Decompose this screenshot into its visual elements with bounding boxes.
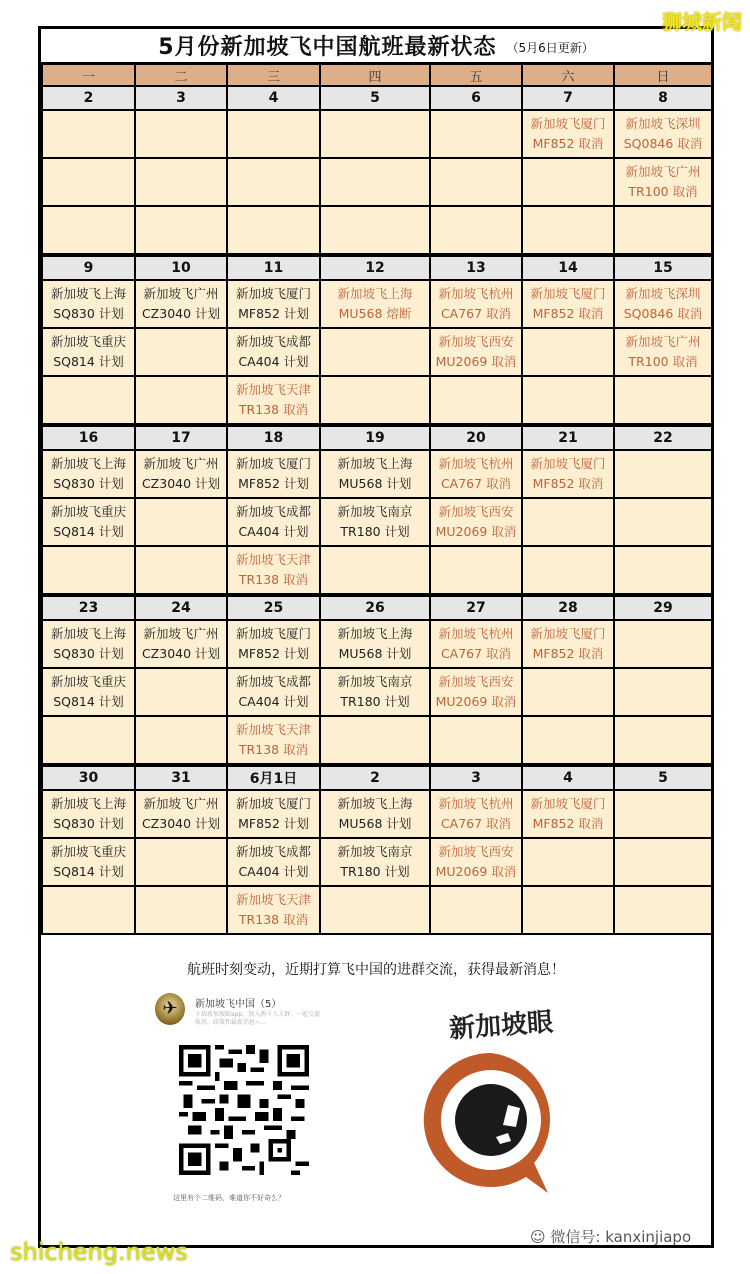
date-cell: 3 bbox=[430, 765, 522, 790]
date-row bbox=[42, 425, 712, 450]
flight-route: 新加坡飞上海 bbox=[337, 626, 413, 641]
date-cell: 7 bbox=[522, 86, 614, 110]
flight-cell bbox=[320, 158, 430, 206]
date-cell: 21 bbox=[522, 425, 614, 450]
date-cell: 19 bbox=[320, 425, 430, 450]
flight-cell bbox=[522, 716, 614, 765]
flight-status: MF852 取消 bbox=[532, 306, 604, 321]
join-group-message: 航班时刻变动，近期打算飞中国的进群交流，获得最新消息！ bbox=[187, 962, 565, 978]
flight-cell bbox=[135, 668, 227, 716]
watermark-shicheng-cn: 狮城新闻 bbox=[662, 10, 742, 34]
date-cell: 5 bbox=[614, 765, 712, 790]
flight-cell bbox=[320, 280, 430, 328]
flight-route: 新加坡飞厦门 bbox=[235, 456, 311, 471]
date-cell: 5 bbox=[320, 86, 430, 110]
flight-status: CA404 计划 bbox=[238, 354, 309, 369]
flight-status: MF852 计划 bbox=[238, 476, 309, 491]
flight-cell bbox=[135, 716, 227, 765]
flight-cell bbox=[227, 376, 320, 425]
flight-cell bbox=[320, 668, 430, 716]
flight-status: MU2069 取消 bbox=[435, 524, 517, 539]
date-cell: 24 bbox=[135, 595, 227, 620]
flight-route: 新加坡飞南京 bbox=[337, 674, 413, 689]
flight-cell bbox=[430, 716, 522, 765]
flight-cell bbox=[522, 450, 614, 498]
flight-cell bbox=[430, 790, 522, 838]
flight-cell bbox=[522, 280, 614, 328]
date-cell: 9 bbox=[42, 255, 135, 280]
flight-cell bbox=[430, 620, 522, 668]
flight-status: MU568 计划 bbox=[338, 476, 412, 491]
wechat-id-text: 微信号: kanxinjiapo bbox=[550, 1228, 692, 1246]
flight-cell bbox=[522, 158, 614, 206]
flight-cell bbox=[614, 546, 712, 595]
flight-status: TR100 取消 bbox=[628, 184, 698, 199]
flight-cell bbox=[614, 790, 712, 838]
flight-cell bbox=[430, 886, 522, 934]
flight-cell bbox=[320, 790, 430, 838]
flight-status: CZ3040 计划 bbox=[141, 816, 221, 831]
flight-row bbox=[42, 110, 712, 158]
flight-status: TR100 取消 bbox=[628, 354, 698, 369]
flight-route: 新加坡飞上海 bbox=[337, 286, 413, 301]
date-cell: 15 bbox=[614, 255, 712, 280]
flight-cell bbox=[135, 280, 227, 328]
flight-row bbox=[42, 838, 712, 886]
flight-route: 新加坡飞上海 bbox=[50, 456, 126, 471]
flight-route: 新加坡飞广州 bbox=[143, 796, 219, 811]
flight-cell bbox=[614, 498, 712, 546]
flight-cell bbox=[227, 546, 320, 595]
flight-route: 新加坡飞厦门 bbox=[235, 626, 311, 641]
date-cell: 30 bbox=[42, 765, 135, 790]
title-main: 5月份新加坡飞中国航班最新状态 bbox=[158, 35, 497, 60]
flight-status: SQ830 计划 bbox=[53, 646, 124, 661]
flight-status: TR138 取消 bbox=[238, 912, 309, 927]
flight-row bbox=[42, 668, 712, 716]
flight-status: SQ830 计划 bbox=[53, 306, 124, 321]
wechat-id bbox=[530, 1226, 691, 1247]
flight-status: SQ0846 取消 bbox=[623, 306, 703, 321]
title-updated: （5月6日更新） bbox=[506, 41, 594, 55]
flight-route: 新加坡飞上海 bbox=[50, 626, 126, 641]
flight-cell bbox=[135, 328, 227, 376]
date-cell: 26 bbox=[320, 595, 430, 620]
airplane-icon: ✈ bbox=[162, 998, 178, 1019]
flight-cell bbox=[135, 110, 227, 158]
flight-route: 新加坡飞广州 bbox=[143, 626, 219, 641]
flight-cell bbox=[614, 668, 712, 716]
flight-cell bbox=[522, 546, 614, 595]
logo-text: 新加坡眼 bbox=[448, 1007, 555, 1045]
weekday-header: 三 bbox=[227, 65, 320, 86]
flight-cell bbox=[320, 328, 430, 376]
flight-status: TR138 取消 bbox=[238, 402, 309, 417]
flight-route: 新加坡飞西安 bbox=[438, 674, 514, 689]
flight-cell bbox=[522, 328, 614, 376]
flight-cell bbox=[135, 546, 227, 595]
flight-route: 新加坡飞成都 bbox=[235, 504, 311, 519]
flight-route: 新加坡飞广州 bbox=[143, 286, 219, 301]
flight-cell bbox=[320, 838, 430, 886]
eye-logo-icon bbox=[416, 1045, 566, 1195]
flight-route: 新加坡飞厦门 bbox=[530, 286, 606, 301]
flight-route: 新加坡飞厦门 bbox=[530, 796, 606, 811]
flight-cell bbox=[42, 790, 135, 838]
flight-cell bbox=[227, 886, 320, 934]
flight-cell bbox=[135, 838, 227, 886]
flight-status: MU568 计划 bbox=[338, 816, 412, 831]
flight-cell bbox=[430, 546, 522, 595]
date-cell: 6 bbox=[430, 86, 522, 110]
flight-route: 新加坡飞厦门 bbox=[235, 796, 311, 811]
flight-row bbox=[42, 280, 712, 328]
flight-status: MF852 取消 bbox=[532, 646, 604, 661]
flight-route: 新加坡飞广州 bbox=[143, 456, 219, 471]
flight-status: CA404 计划 bbox=[238, 864, 309, 879]
flight-cell bbox=[614, 886, 712, 934]
flight-row bbox=[42, 498, 712, 546]
flight-route: 新加坡飞杭州 bbox=[438, 796, 514, 811]
flight-status: MF852 取消 bbox=[532, 816, 604, 831]
flight-status: MF852 取消 bbox=[532, 136, 604, 151]
date-cell: 8 bbox=[614, 86, 712, 110]
calendar-grid bbox=[41, 65, 711, 935]
flight-cell bbox=[320, 206, 430, 255]
flight-status: CZ3040 计划 bbox=[141, 476, 221, 491]
date-cell: 2 bbox=[320, 765, 430, 790]
flight-cell bbox=[135, 790, 227, 838]
flight-cell bbox=[430, 110, 522, 158]
footer-section bbox=[41, 953, 711, 1245]
flight-cell bbox=[320, 886, 430, 934]
flight-route: 新加坡飞杭州 bbox=[438, 456, 514, 471]
flight-cell bbox=[320, 620, 430, 668]
date-cell: 14 bbox=[522, 255, 614, 280]
flight-cell bbox=[42, 280, 135, 328]
date-row bbox=[42, 595, 712, 620]
flight-cell bbox=[135, 376, 227, 425]
flight-status: CA404 计划 bbox=[238, 694, 309, 709]
flight-status: MU2069 取消 bbox=[435, 354, 517, 369]
flight-cell bbox=[522, 838, 614, 886]
flight-row bbox=[42, 546, 712, 595]
wechat-icon: ☺ bbox=[530, 1228, 551, 1246]
flight-cell bbox=[614, 280, 712, 328]
weekday-header: 二 bbox=[135, 65, 227, 86]
flight-cell bbox=[522, 620, 614, 668]
flight-status: SQ0846 取消 bbox=[623, 136, 703, 151]
date-cell: 4 bbox=[227, 86, 320, 110]
flight-row bbox=[42, 158, 712, 206]
flight-route: 新加坡飞西安 bbox=[438, 844, 514, 859]
flight-cell bbox=[42, 376, 135, 425]
flight-cell bbox=[522, 668, 614, 716]
flight-row bbox=[42, 790, 712, 838]
flight-status: TR180 计划 bbox=[340, 864, 410, 879]
flight-status: SQ814 计划 bbox=[53, 524, 124, 539]
flight-cell bbox=[42, 158, 135, 206]
date-row bbox=[42, 86, 712, 110]
date-cell: 22 bbox=[614, 425, 712, 450]
flight-row bbox=[42, 450, 712, 498]
flight-cell bbox=[522, 110, 614, 158]
date-cell: 23 bbox=[42, 595, 135, 620]
flight-cell bbox=[227, 838, 320, 886]
flight-route: 新加坡飞南京 bbox=[337, 504, 413, 519]
flight-cell bbox=[522, 376, 614, 425]
flight-cell bbox=[320, 376, 430, 425]
watermark-shicheng-news: shicheng.news bbox=[10, 1238, 188, 1266]
flight-cell bbox=[430, 838, 522, 886]
flight-status: SQ814 计划 bbox=[53, 864, 124, 879]
date-cell: 31 bbox=[135, 765, 227, 790]
flight-route: 新加坡飞天津 bbox=[235, 722, 311, 737]
flight-status: CA767 取消 bbox=[440, 306, 512, 321]
weekday-header: 一 bbox=[42, 65, 135, 86]
weekday-header-row bbox=[42, 65, 712, 86]
flight-route: 新加坡飞天津 bbox=[235, 382, 311, 397]
flight-status: SQ814 计划 bbox=[53, 694, 124, 709]
date-cell: 12 bbox=[320, 255, 430, 280]
flight-status: SQ814 计划 bbox=[53, 354, 124, 369]
flight-route: 新加坡飞重庆 bbox=[50, 844, 126, 859]
page-title bbox=[41, 29, 711, 65]
flight-cell bbox=[522, 790, 614, 838]
flight-cell bbox=[430, 376, 522, 425]
flight-cell bbox=[614, 620, 712, 668]
date-cell: 11 bbox=[227, 255, 320, 280]
flight-route: 新加坡飞广州 bbox=[625, 334, 701, 349]
flight-status: SQ830 计划 bbox=[53, 816, 124, 831]
schedule-poster bbox=[38, 26, 714, 1248]
qr-code[interactable] bbox=[173, 1045, 315, 1175]
calendar-table bbox=[41, 65, 713, 935]
flight-cell bbox=[227, 206, 320, 255]
flight-route: 新加坡飞重庆 bbox=[50, 674, 126, 689]
flight-status: MF852 计划 bbox=[238, 816, 309, 831]
flight-cell bbox=[614, 838, 712, 886]
flight-cell bbox=[42, 716, 135, 765]
weekday-header: 四 bbox=[320, 65, 430, 86]
flight-route: 新加坡飞深圳 bbox=[625, 286, 701, 301]
flight-route: 新加坡飞重庆 bbox=[50, 504, 126, 519]
flight-route: 新加坡飞上海 bbox=[50, 286, 126, 301]
flight-cell bbox=[42, 450, 135, 498]
flight-cell bbox=[430, 450, 522, 498]
flight-route: 新加坡飞南京 bbox=[337, 844, 413, 859]
flight-status: TR180 计划 bbox=[340, 694, 410, 709]
weekday-header: 五 bbox=[430, 65, 522, 86]
flight-route: 新加坡飞厦门 bbox=[530, 116, 606, 131]
flight-cell bbox=[430, 280, 522, 328]
flight-status: TR180 计划 bbox=[340, 524, 410, 539]
flight-cell bbox=[227, 716, 320, 765]
flight-route: 新加坡飞广州 bbox=[625, 164, 701, 179]
flight-cell bbox=[320, 546, 430, 595]
flight-route: 新加坡飞杭州 bbox=[438, 286, 514, 301]
flight-cell bbox=[430, 206, 522, 255]
flight-cell bbox=[614, 206, 712, 255]
flight-cell bbox=[227, 328, 320, 376]
qr-caption: 这里有个二维码，难道你不好奇么？ bbox=[173, 1194, 285, 1202]
flight-cell bbox=[430, 498, 522, 546]
flight-row bbox=[42, 206, 712, 255]
flight-route: 新加坡飞上海 bbox=[50, 796, 126, 811]
flight-cell bbox=[227, 498, 320, 546]
flight-route: 新加坡飞西安 bbox=[438, 334, 514, 349]
flight-cell bbox=[320, 450, 430, 498]
flight-cell bbox=[42, 546, 135, 595]
flight-route: 新加坡飞厦门 bbox=[235, 286, 311, 301]
date-cell: 6月1日 bbox=[227, 765, 320, 790]
flight-route: 新加坡飞成都 bbox=[235, 334, 311, 349]
date-cell: 25 bbox=[227, 595, 320, 620]
date-cell: 4 bbox=[522, 765, 614, 790]
flight-cell bbox=[227, 450, 320, 498]
flight-cell bbox=[614, 716, 712, 765]
flight-cell bbox=[614, 376, 712, 425]
flight-cell bbox=[42, 668, 135, 716]
flight-cell bbox=[320, 716, 430, 765]
flight-cell bbox=[135, 450, 227, 498]
flight-cell bbox=[227, 280, 320, 328]
flight-status: CA404 计划 bbox=[238, 524, 309, 539]
flight-cell bbox=[135, 886, 227, 934]
flight-route: 新加坡飞上海 bbox=[337, 796, 413, 811]
flight-status: MU2069 取消 bbox=[435, 694, 517, 709]
flight-cell bbox=[227, 110, 320, 158]
flight-route: 新加坡飞重庆 bbox=[50, 334, 126, 349]
flight-route: 新加坡飞西安 bbox=[438, 504, 514, 519]
flight-cell bbox=[42, 206, 135, 255]
flight-cell bbox=[42, 838, 135, 886]
group-avatar bbox=[155, 993, 185, 1025]
date-row bbox=[42, 765, 712, 790]
flight-cell bbox=[135, 206, 227, 255]
date-cell: 2 bbox=[42, 86, 135, 110]
flight-cell bbox=[430, 668, 522, 716]
flight-status: MU568 计划 bbox=[338, 646, 412, 661]
flight-cell bbox=[614, 328, 712, 376]
flight-route: 新加坡飞成都 bbox=[235, 674, 311, 689]
flight-cell bbox=[614, 158, 712, 206]
flight-status: MF852 计划 bbox=[238, 306, 309, 321]
flight-status: CA767 取消 bbox=[440, 646, 512, 661]
flight-cell bbox=[135, 158, 227, 206]
flight-cell bbox=[42, 110, 135, 158]
group-description: 下载新加坡眼app，加入两千人大群，一起交流航班，政策和最新消息~... bbox=[195, 1011, 321, 1026]
flight-cell bbox=[227, 158, 320, 206]
flight-cell bbox=[227, 620, 320, 668]
flight-row bbox=[42, 620, 712, 668]
date-cell: 17 bbox=[135, 425, 227, 450]
date-cell: 28 bbox=[522, 595, 614, 620]
flight-cell bbox=[320, 110, 430, 158]
date-cell: 10 bbox=[135, 255, 227, 280]
flight-status: MU2069 取消 bbox=[435, 864, 517, 879]
date-cell: 29 bbox=[614, 595, 712, 620]
flight-cell bbox=[522, 206, 614, 255]
flight-row bbox=[42, 716, 712, 765]
flight-cell bbox=[320, 498, 430, 546]
flight-status: MF852 计划 bbox=[238, 646, 309, 661]
flight-cell bbox=[135, 498, 227, 546]
group-card bbox=[155, 993, 355, 1033]
flight-route: 新加坡飞成都 bbox=[235, 844, 311, 859]
flight-route: 新加坡飞深圳 bbox=[625, 116, 701, 131]
group-name: 新加坡飞中国（5） bbox=[195, 999, 282, 1010]
flight-route: 新加坡飞厦门 bbox=[530, 456, 606, 471]
flight-cell bbox=[135, 620, 227, 668]
date-cell: 20 bbox=[430, 425, 522, 450]
flight-cell bbox=[430, 328, 522, 376]
flight-cell bbox=[42, 886, 135, 934]
flight-route: 新加坡飞上海 bbox=[337, 456, 413, 471]
flight-cell bbox=[227, 790, 320, 838]
flight-status: CA767 取消 bbox=[440, 476, 512, 491]
flight-status: CZ3040 计划 bbox=[141, 646, 221, 661]
date-cell: 13 bbox=[430, 255, 522, 280]
flight-status: TR138 取消 bbox=[238, 572, 309, 587]
flight-status: SQ830 计划 bbox=[53, 476, 124, 491]
flight-cell bbox=[522, 498, 614, 546]
date-row bbox=[42, 255, 712, 280]
flight-cell bbox=[42, 620, 135, 668]
flight-status: TR138 取消 bbox=[238, 742, 309, 757]
flight-status: CZ3040 计划 bbox=[141, 306, 221, 321]
flight-cell bbox=[522, 886, 614, 934]
flight-route: 新加坡飞天津 bbox=[235, 552, 311, 567]
flight-cell bbox=[614, 110, 712, 158]
weekday-header: 六 bbox=[522, 65, 614, 86]
flight-cell bbox=[42, 328, 135, 376]
weekday-header: 日 bbox=[614, 65, 712, 86]
flight-cell bbox=[227, 668, 320, 716]
flight-row bbox=[42, 328, 712, 376]
flight-row bbox=[42, 376, 712, 425]
flight-route: 新加坡飞杭州 bbox=[438, 626, 514, 641]
flight-status: MU568 熔断 bbox=[338, 306, 412, 321]
flight-status: CA767 取消 bbox=[440, 816, 512, 831]
flight-route: 新加坡飞天津 bbox=[235, 892, 311, 907]
date-cell: 27 bbox=[430, 595, 522, 620]
flight-route: 新加坡飞厦门 bbox=[530, 626, 606, 641]
flight-status: MF852 取消 bbox=[532, 476, 604, 491]
date-cell: 18 bbox=[227, 425, 320, 450]
flight-cell bbox=[42, 498, 135, 546]
date-cell: 16 bbox=[42, 425, 135, 450]
date-cell: 3 bbox=[135, 86, 227, 110]
flight-cell bbox=[614, 450, 712, 498]
flight-row bbox=[42, 886, 712, 934]
flight-cell bbox=[430, 158, 522, 206]
